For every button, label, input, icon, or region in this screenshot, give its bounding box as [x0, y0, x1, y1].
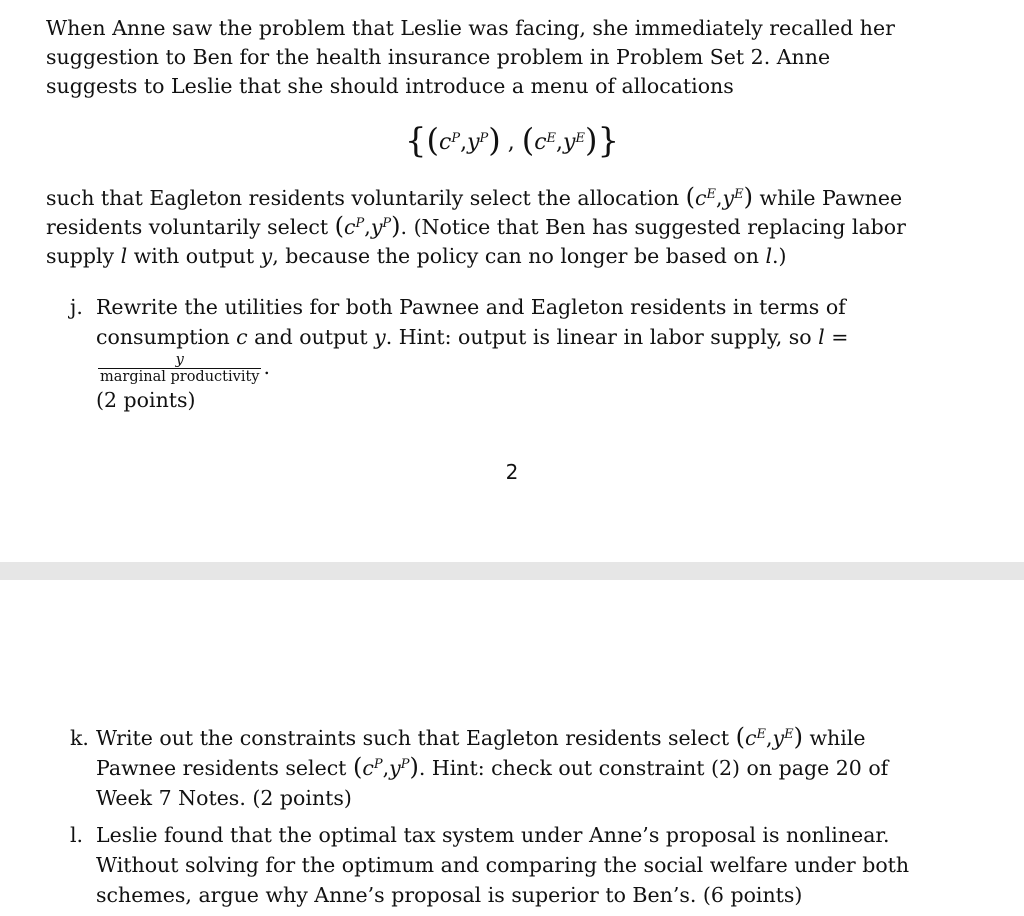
question-j-points: (2 points) [96, 387, 196, 412]
question-l-text: Leslie found that the optimal tax system under Anne’s proposal is nonlinear. Without solving for the optimum and comparing the social welfare under both schemes, argue why Anne’s proposal is superior to Ben’s. (6 points) [96, 823, 910, 907]
question-k [70, 723, 930, 813]
intro-text: When Anne saw the problem that Leslie was facing, she immediately recalled her suggestion to Ben for the health insurance problem in Problem Set 2. Anne suggests to Leslie that she should introduce a menu of allocations [46, 16, 895, 98]
question-j-text: Rewrite the utilities for both Pawnee and Eagleton residents in terms of consumption c and output y. Hint: output is linear in labor supply, so l = $\frac{y}{\text{marginal productivity}}$ . (2 points) [96, 295, 849, 412]
document-page-bottom [0, 580, 1024, 916]
allocation-menu-formula: {$(c^P,y^P)$ , $(c^E,y^E)$} [404, 121, 620, 161]
question-l [70, 820, 930, 910]
question-l-label: l. [70, 823, 84, 847]
question-j [70, 292, 930, 415]
intro-paragraph [46, 14, 926, 101]
productivity-fraction: $\frac{y}{\text{marginal productivity}}$ [100, 351, 260, 385]
question-j-label: j. [70, 295, 83, 319]
menu-explanation-paragraph: such that Eagleton residents voluntarily select the allocation $(c^E,y^E)$ while Pawnee residents voluntarily select $(c^P,y^P)$. (Notice that Ben has suggested replacing labor supply l with output y, because the policy can no longer be based on l.) [46, 183, 906, 268]
page-separator [0, 562, 1024, 580]
question-k-label: k. [70, 726, 89, 750]
page-number: 2 [505, 460, 519, 484]
question-k-text: Write out the constraints such that Eagleton residents select $(c^E,y^E)$ while Pawnee residents select $(c^P,y^P)$. Hint: check out constraint (2) on page 20 of Week 7 Notes. (2 points) [96, 723, 889, 810]
